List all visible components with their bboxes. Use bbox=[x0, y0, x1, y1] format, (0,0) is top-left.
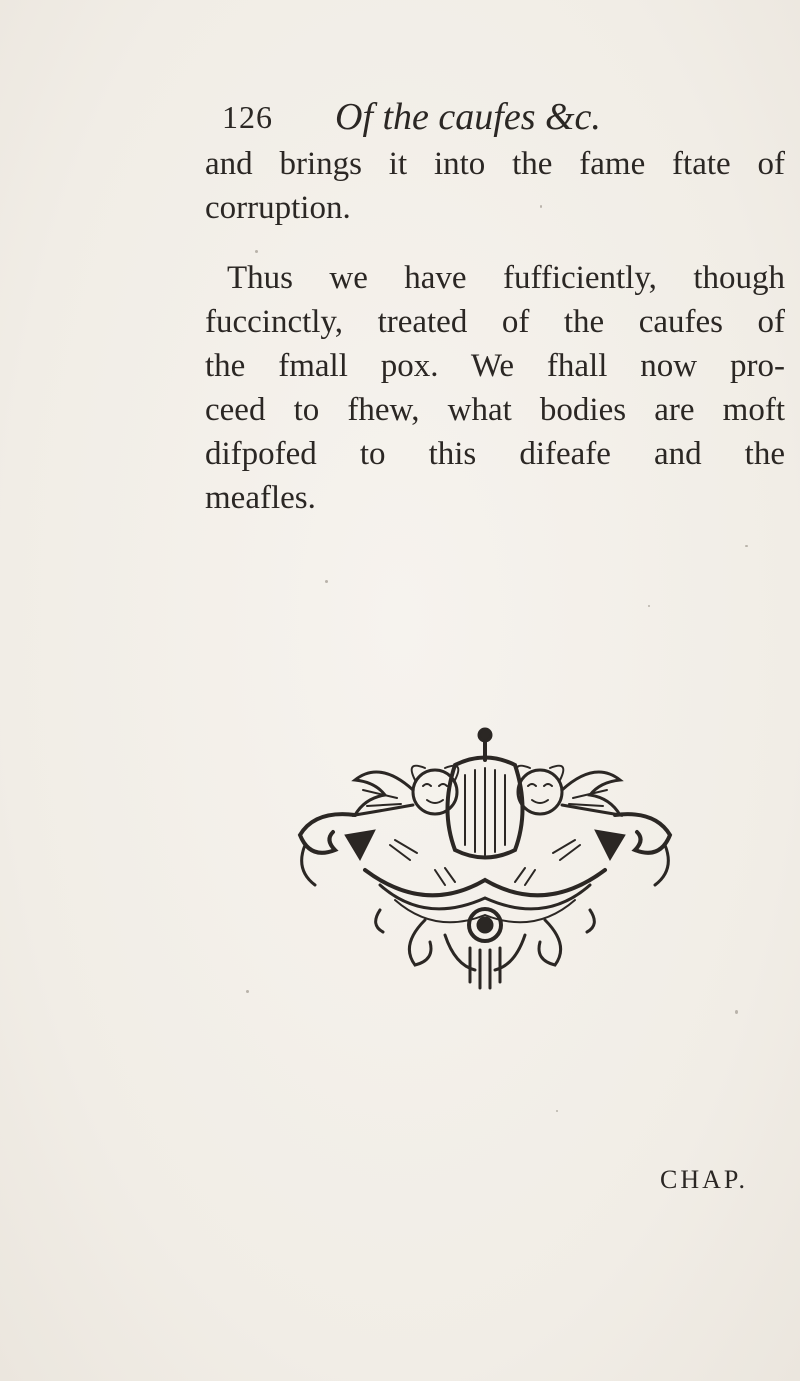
text-line: difpofed to this difeafe and the bbox=[205, 436, 785, 472]
text-line: fuccinctly, treated of the caufes of bbox=[205, 304, 785, 340]
running-head: Of the caufes &c. bbox=[335, 96, 601, 138]
paper-speck bbox=[648, 605, 650, 607]
paper-speck bbox=[540, 205, 542, 208]
body-text bbox=[205, 142, 785, 520]
paper-speck bbox=[255, 250, 258, 253]
paper-speck bbox=[246, 990, 249, 993]
text-line: ceed to fhew, what bodies are moft bbox=[205, 392, 785, 428]
text-line: the fmall pox. We fhall now pro- bbox=[205, 348, 785, 384]
text-line: and brings it into the fame ftate of bbox=[205, 146, 785, 182]
page-header bbox=[222, 92, 762, 142]
paper-speck bbox=[556, 1110, 558, 1112]
text-line: Thus we have fufficiently, though bbox=[227, 260, 785, 296]
paper-speck bbox=[325, 580, 328, 583]
catchword: CHAP. bbox=[660, 1165, 748, 1194]
paper-speck bbox=[745, 545, 748, 547]
paper-speck bbox=[735, 1010, 738, 1014]
page-number: 126 bbox=[222, 99, 273, 135]
cherub-foliage-tailpiece-icon bbox=[285, 720, 685, 995]
text-line: corruption. bbox=[205, 190, 351, 226]
text-line: meafles. bbox=[205, 480, 316, 516]
